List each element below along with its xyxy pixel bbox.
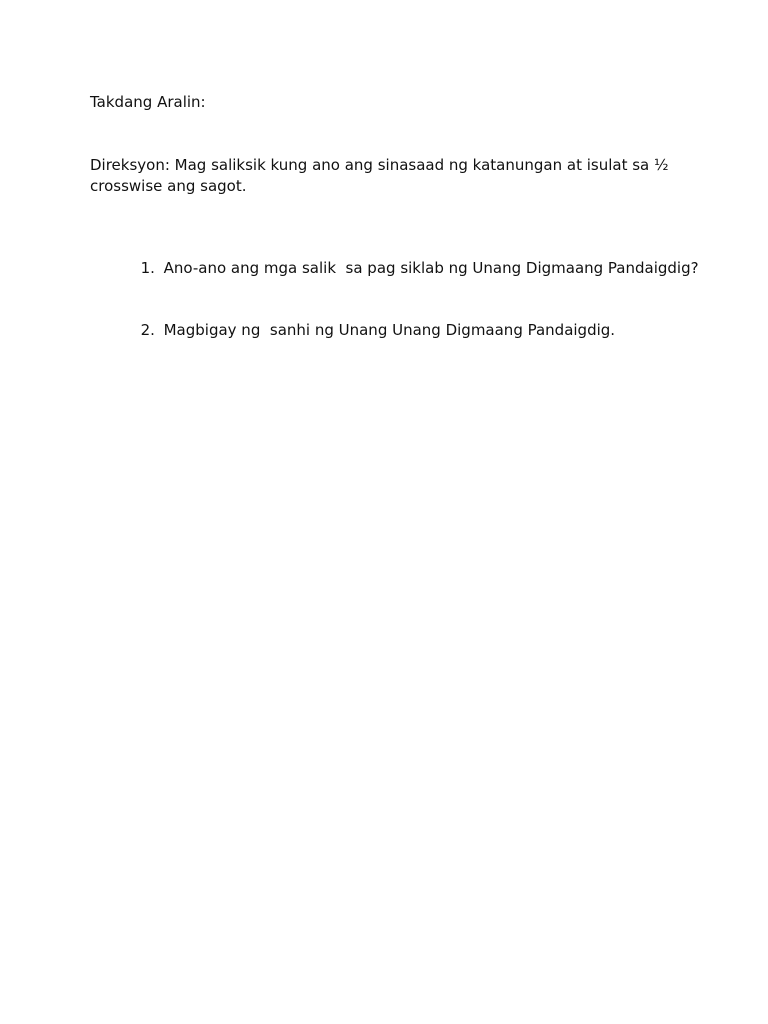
question-text: Magbigay ng sanhi ng Unang Unang Digmaang Pandaigdig. — [163, 321, 616, 339]
question-text: Ano-ano ang mga salik sa pag siklab ng Unang Digmaang Pandaigdig? — [163, 259, 699, 277]
question-number: 1. — [140, 259, 155, 277]
question-item — [112, 300, 699, 339]
assignment-heading: Takdang Aralin: — [90, 93, 206, 111]
directions-line-2: crosswise ang sagot. — [90, 177, 247, 195]
question-list — [112, 238, 699, 362]
directions-paragraph — [90, 155, 690, 197]
directions-line-1: Direksyon: Mag saliksik kung ano ang sinasaad ng katanungan at isulat sa ½ — [90, 156, 669, 174]
question-number: 2. — [140, 321, 155, 339]
question-item — [112, 238, 699, 277]
